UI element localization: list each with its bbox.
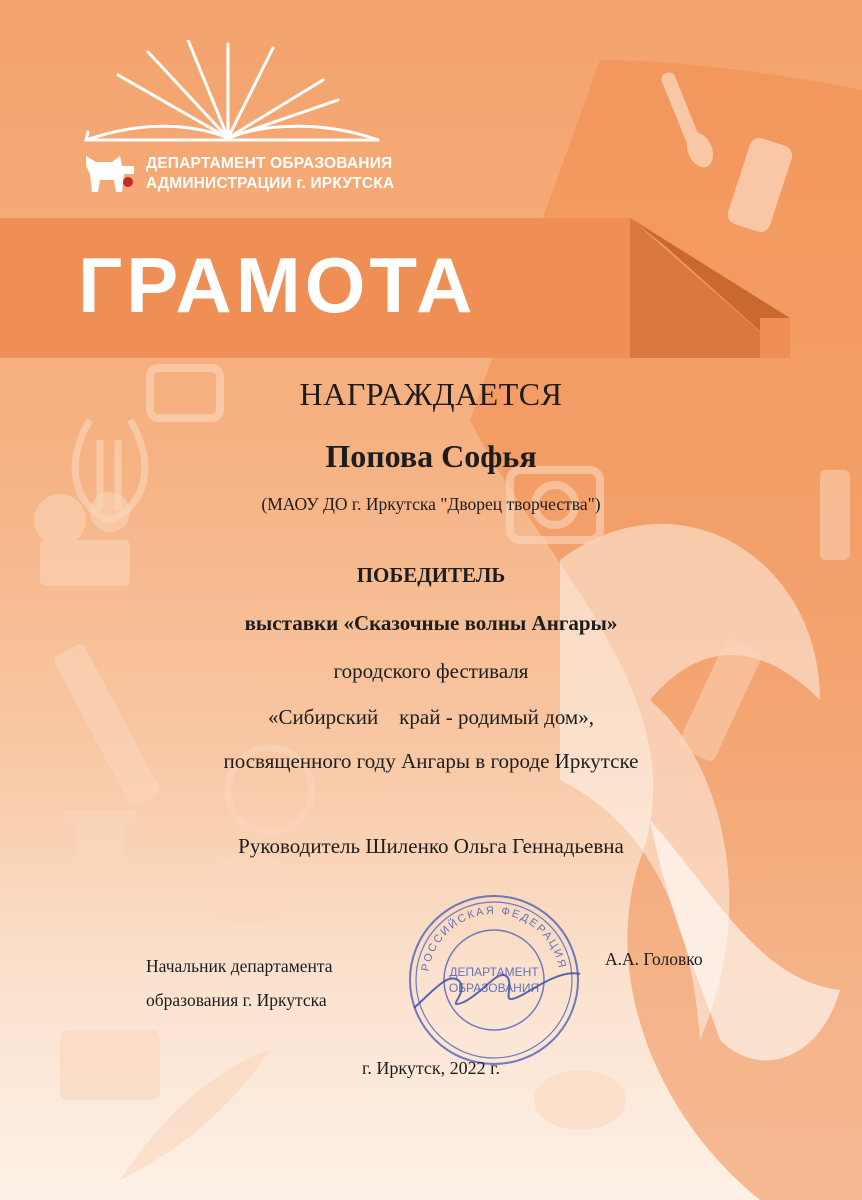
recipient-organization: (МАОУ ДО г. Иркутска "Дворец творчества") (261, 494, 601, 514)
open-book-icon (78, 40, 398, 152)
signatory-position-line2: образования г. Иркутска (146, 990, 327, 1010)
babr-emblem-icon (82, 152, 138, 196)
award-status: ПОБЕДИТЕЛЬ (356, 563, 506, 587)
department-logo (78, 40, 458, 200)
exhibition-name: выставки «Сказочные волны Ангары» (244, 611, 618, 635)
awarded-heading: НАГРАЖДАЕТСЯ (299, 376, 563, 412)
org-name-line1: ДЕПАРТАМЕНТ ОБРАЗОВАНИЯ (146, 155, 393, 172)
stamp-center-line2: ОБРАЗОВАНИЯ (448, 981, 540, 995)
certificate-title: ГРАМОТА (78, 241, 477, 329)
signatory-position (146, 949, 333, 1017)
stamp-ring-text: РОССИЙСКАЯ ФЕДЕРАЦИЯ (419, 904, 569, 973)
ink-feather-icon (60, 1030, 270, 1180)
org-name-line2: АДМИНИСТРАЦИИ г. ИРКУТСКА (146, 175, 395, 192)
leader-line: Руководитель Шиленко Ольга Геннадьевна (238, 834, 624, 858)
dedication-line: посвященного году Ангары в городе Иркутске (223, 749, 639, 773)
signatory-position-line1: Начальник департамента (146, 956, 333, 976)
city-and-year: г. Иркутск, 2022 г. (361, 1058, 500, 1078)
stamp-center-line1: ДЕПАРТАМЕНТ (449, 965, 539, 979)
recipient-name: Попова Софья (325, 438, 537, 474)
official-stamp (404, 890, 584, 1070)
signatory-name: А.А. Головко (605, 949, 703, 969)
festival-label: городского фестиваля (333, 659, 529, 683)
festival-name: «Сибирский край - родимый дом», (268, 705, 594, 729)
